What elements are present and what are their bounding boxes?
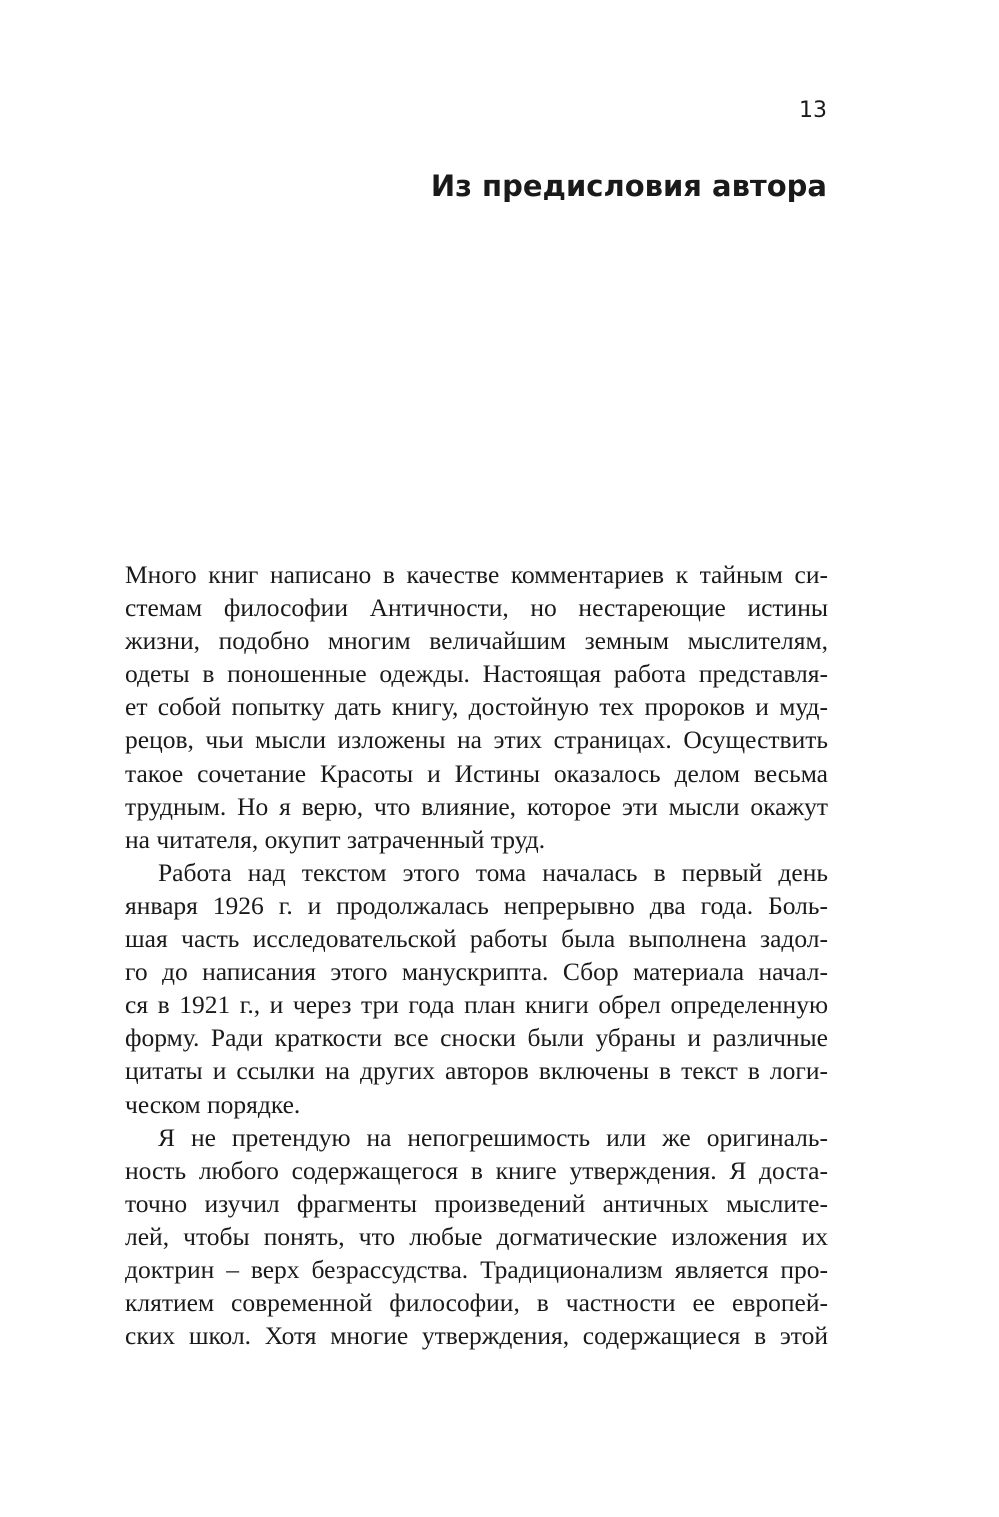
text-line: шая часть исследовательской работы была выполнена задол- — [125, 924, 828, 954]
text-line: Много книг написано в качестве комментариев к тайным си- — [125, 560, 828, 589]
text-line: Я не претендую на непогрешимость или же оригиналь- — [158, 1122, 828, 1152]
text-line: ческом порядке. — [125, 1089, 301, 1119]
text-line: клятием современной философии, в частности ее европей- — [125, 1288, 828, 1318]
text-line: одеты в поношенные одежды. Настоящая работа представля- — [125, 659, 828, 689]
text-line: ских школ. Хотя многие утверждения, содержащиеся в этой — [125, 1321, 828, 1351]
text-line: цитаты и ссылки на других авторов включены в текст в логи- — [125, 1056, 828, 1086]
text-line: ся в 1921 г., и через три года план книги обрел определенную — [125, 990, 828, 1020]
paragraph — [125, 1121, 828, 1353]
text-line: рецов, чьи мысли изложены на этих страницах. Осуществить — [125, 725, 828, 755]
text-line: января 1926 г. и продолжалась непрерывно два года. Боль- — [125, 890, 828, 920]
text-line: лей, чтобы понять, что любые догматические изложения их — [125, 1221, 828, 1251]
text-line: Работа над текстом этого тома началась в первый день — [158, 857, 828, 887]
text-line: доктрин – верх безрассудства. Традиционализм является про- — [125, 1254, 828, 1284]
text-line: ность любого содержащегося в книге утверждения. Я доста- — [125, 1155, 828, 1185]
body-text — [125, 558, 828, 1352]
text-line: точно изучил фрагменты произведений античных мыслите- — [125, 1188, 828, 1218]
text-line: ет собой попытку дать книгу, достойную тех пророков и муд- — [125, 692, 828, 722]
text-line: такое сочетание Красоты и Истины оказалось делом весьма — [125, 758, 828, 788]
paragraph — [125, 558, 828, 856]
page-number: 13 — [799, 98, 827, 123]
text-line: форму. Ради краткости все сноски были убраны и различные — [125, 1023, 828, 1053]
text-line: жизни, подобно многим величайшим земным мыслителям, — [125, 626, 828, 656]
paragraph — [125, 856, 828, 1121]
text-line: на читателя, окупит затраченный труд. — [125, 824, 546, 854]
text-line: го до написания этого манускрипта. Сбор материала начал- — [125, 957, 828, 987]
chapter-title: Из предисловия автора — [430, 169, 827, 203]
text-line: трудным. Но я верю, что влияние, которое эти мысли окажут — [125, 791, 828, 821]
text-line: стемам философии Античности, но нестареющие истины — [125, 593, 828, 623]
